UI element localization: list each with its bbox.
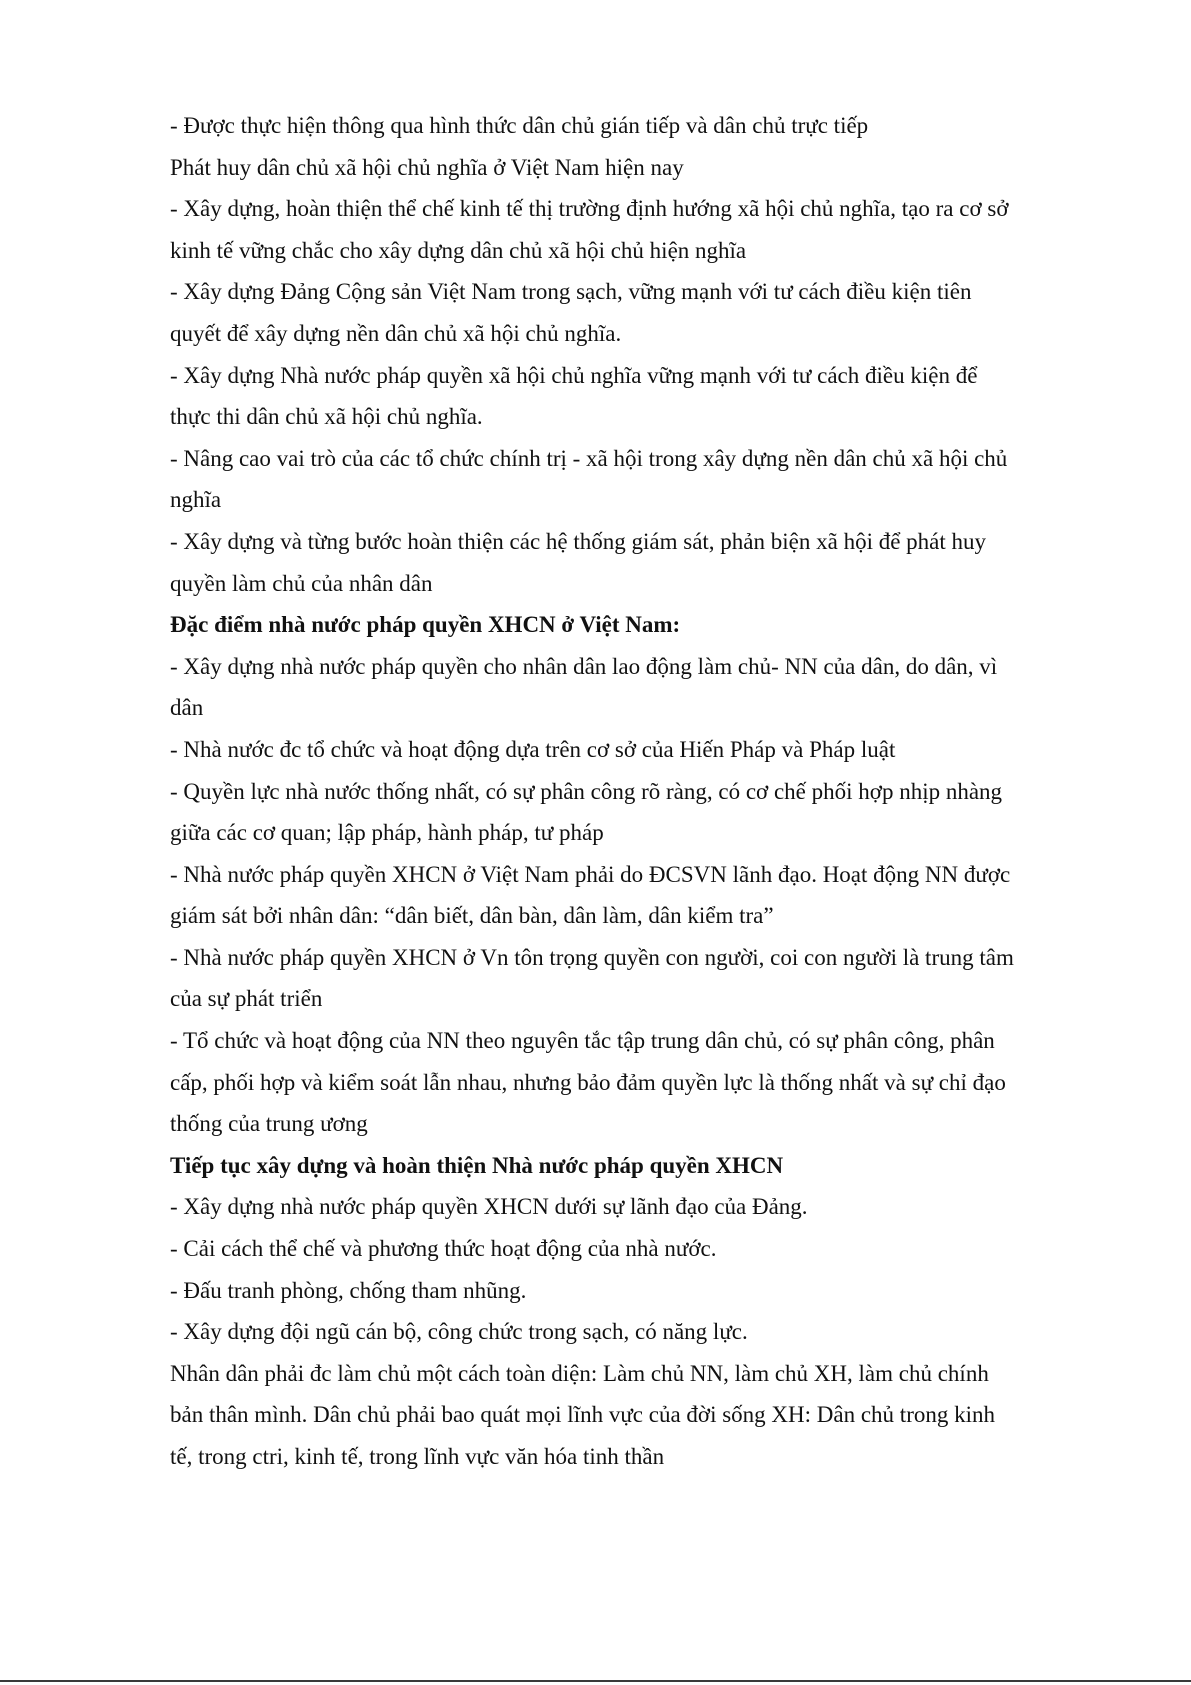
bullet-human-rights: - Nhà nước pháp quyền XHCN ở Vn tôn trọng quyền con người, coi con người là trung tâm của sự phát triển bbox=[170, 944, 1014, 1012]
page-bottom-divider bbox=[0, 1680, 1191, 1682]
bullet-supervision-systems: - Xây dựng và từng bước hoàn thiện các hệ thống giám sát, phản biện xã hội để phát huy quyền làm chủ của nhân dân bbox=[170, 528, 987, 596]
document-body bbox=[170, 105, 1020, 1478]
bullet-unified-power: - Quyền lực nhà nước thống nhất, có sự phân công rõ ràng, có cơ chế phối hợp nhịp nhàng giữa các cơ quan; lập pháp, hành pháp, tư pháp bbox=[170, 778, 1003, 846]
bullet-institutional-reform: - Cải cách thể chế và phương thức hoạt động của nhà nước. bbox=[170, 1236, 717, 1262]
bullet-democratic-centralism: - Tổ chức và hoạt động của NN theo nguyên tắc tập trung dân chủ, có sự phân công, phân cấp, phối hợp và kiểm soát lẫn nhau, nhưng bảo đảm quyền lực là thống nhất và sự chỉ đạo thống của trung ương bbox=[170, 1028, 1006, 1137]
bullet-rule-of-law-state: - Xây dựng Nhà nước pháp quyền xã hội chủ nghĩa vững mạnh với tư cách điều kiện để thực thi dân chủ xã hội chủ nghĩa. bbox=[170, 362, 978, 430]
bullet-state-of-the-people: - Xây dựng nhà nước pháp quyền cho nhân dân lao động làm chủ- NN của dân, do dân, vì dân bbox=[170, 653, 998, 721]
paragraph-comprehensive-mastery: Nhân dân phải đc làm chủ một cách toàn diện: Làm chủ NN, làm chủ XH, làm chủ chính bản thân mình. Dân chủ phải bao quát mọi lĩnh vực của đời sống XH: Dân chủ trong kinh tế, trong ctri, kinh tế, trong lĩnh vực văn hóa tinh thần bbox=[170, 1360, 996, 1469]
bullet-build-party: - Xây dựng Đảng Cộng sản Việt Nam trong sạch, vững mạnh với tư cách điều kiện tiên quyết để xây dựng nền dân chủ xã hội chủ nghĩa. bbox=[170, 279, 972, 346]
bullet-political-social-organizations: - Nâng cao vai trò của các tổ chức chính trị - xã hội trong xây dựng nền dân chủ xã hội chủ nghĩa bbox=[170, 445, 1008, 513]
bullet-under-party-leadership: - Xây dựng nhà nước pháp quyền XHCN dưới sự lãnh đạo của Đảng. bbox=[170, 1194, 808, 1220]
paragraph-promote-democracy: Phát huy dân chủ xã hội chủ nghĩa ở Việt Nam hiện nay bbox=[170, 154, 684, 180]
bullet-party-leadership: - Nhà nước pháp quyền XHCN ở Việt Nam phải do ĐCSVN lãnh đạo. Hoạt động NN được giám sát bởi nhân dân: “dân biết, dân bàn, dân làm, dân kiểm tra” bbox=[170, 861, 1011, 929]
bullet-civil-servants: - Xây dựng đội ngũ cán bộ, công chức trong sạch, có năng lực. bbox=[170, 1319, 748, 1345]
bullet-constitution-law: - Nhà nước đc tổ chức và hoạt động dựa trên cơ sở của Hiến Pháp và Pháp luật bbox=[170, 736, 896, 762]
heading-state-characteristics: Đặc điểm nhà nước pháp quyền XHCN ở Việt Nam: bbox=[170, 612, 681, 638]
heading-continue-building-state: Tiếp tục xây dựng và hoàn thiện Nhà nước pháp quyền XHCN bbox=[170, 1152, 784, 1178]
bullet-indirect-direct-democracy: - Được thực hiện thông qua hình thức dân chủ gián tiếp và dân chủ trực tiếp bbox=[170, 113, 869, 138]
bullet-anti-corruption: - Đấu tranh phòng, chống tham nhũng. bbox=[170, 1277, 527, 1303]
bullet-market-economy: - Xây dựng, hoàn thiện thể chế kinh tế thị trường định hướng xã hội chủ nghĩa, tạo ra cơ sở kinh tế vững chắc cho xây dựng dân chủ xã hội chủ hiện nghĩa bbox=[170, 196, 1009, 263]
